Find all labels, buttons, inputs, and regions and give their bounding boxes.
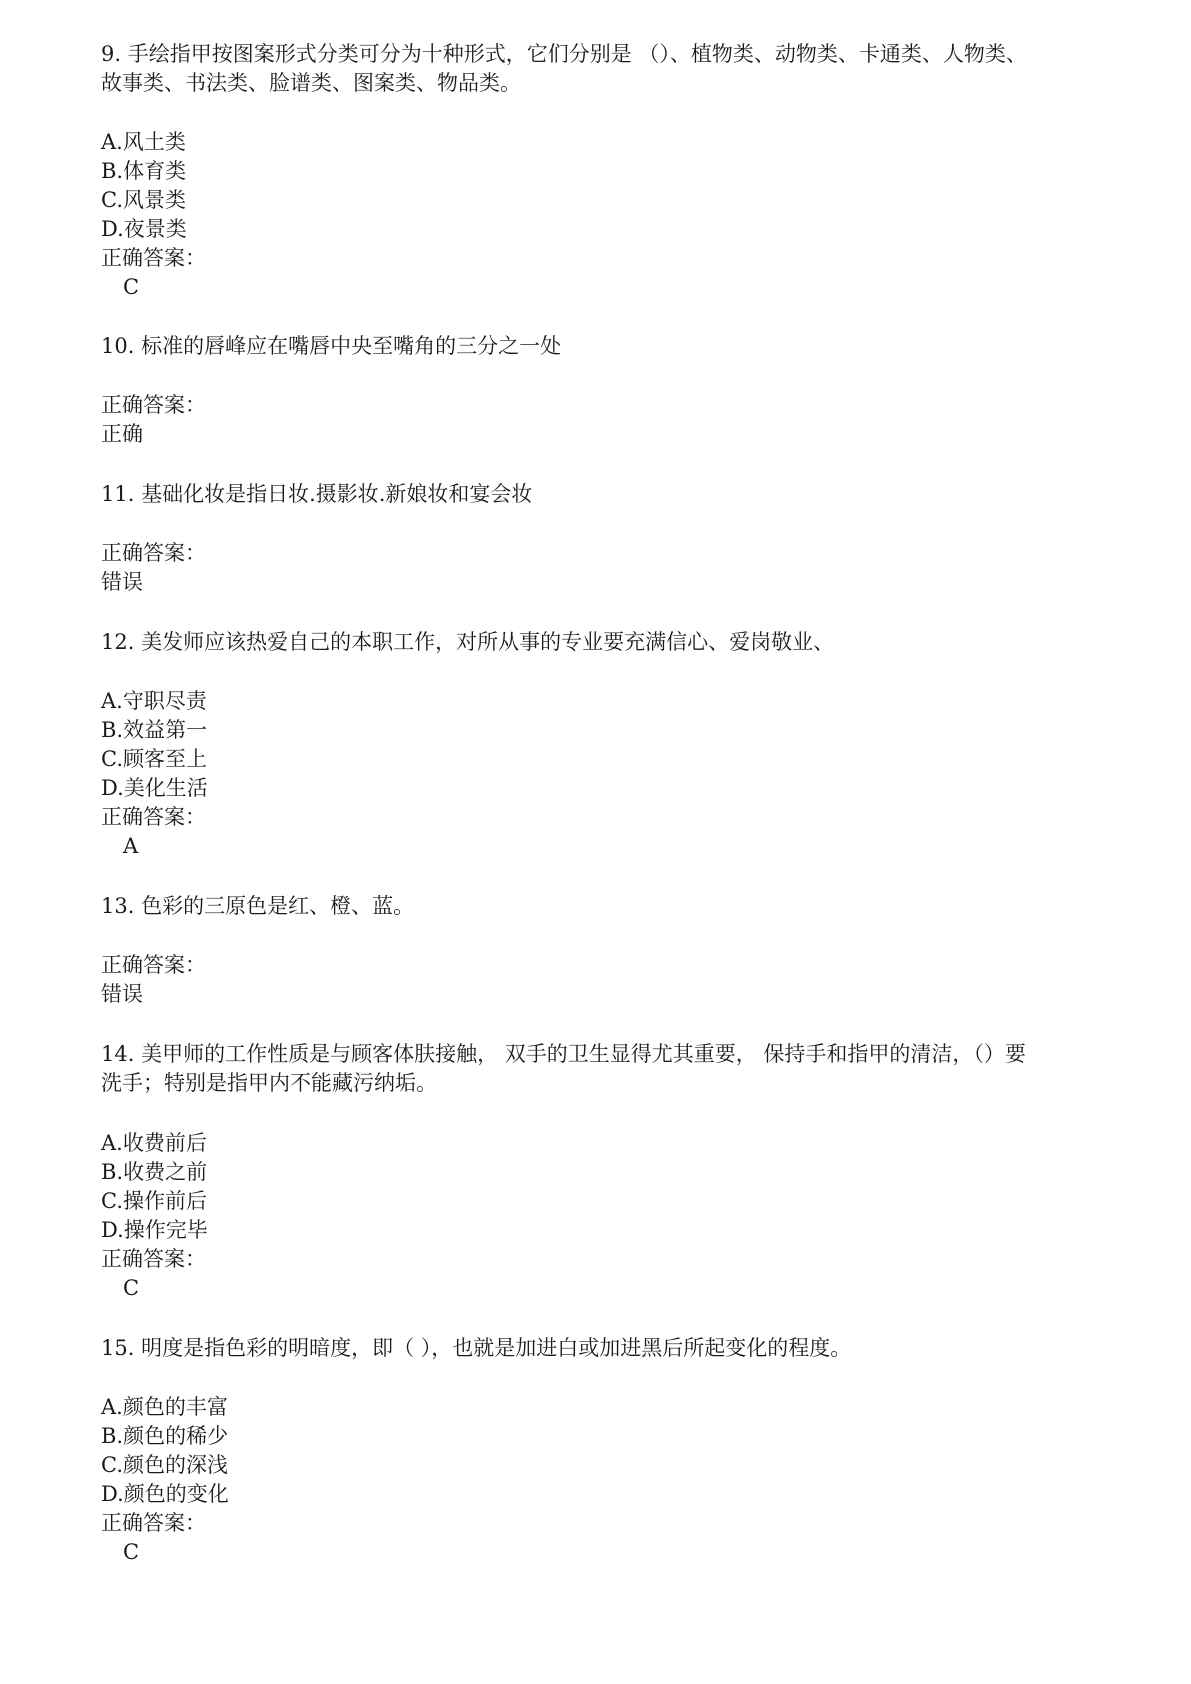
- question-15-option-d: D.颜色的变化: [101, 1482, 229, 1506]
- question-12-answer: A: [123, 834, 139, 858]
- question-15-answer-label: 正确答案：: [101, 1511, 206, 1535]
- question-9-answer-label: 正确答案：: [101, 246, 206, 270]
- question-14-option-c: C.操作前后: [101, 1189, 207, 1213]
- question-12-option-b: B.效益第一: [101, 718, 208, 742]
- question-13-stem: 13. 色彩的三原色是红、橙、蓝。: [101, 894, 415, 918]
- question-13-answer: 错误: [101, 982, 143, 1006]
- question-15-option-a: A.颜色的丰富: [101, 1395, 228, 1419]
- question-12-option-c: C.顾客至上: [101, 747, 207, 771]
- question-14-stem-line-2: 洗手；特别是指甲内不能藏污纳垢。: [101, 1071, 437, 1095]
- question-15-option-c: C.颜色的深浅: [101, 1453, 228, 1477]
- question-14-option-b: B.收费之前: [101, 1160, 208, 1184]
- question-12-stem: 12. 美发师应该热爱自己的本职工作，对所从事的专业要充满信心、爱岗敬业、: [101, 630, 835, 654]
- question-14-option-d: D.操作完毕: [101, 1218, 208, 1242]
- question-15-option-b: B.颜色的稀少: [101, 1424, 229, 1448]
- question-11-answer: 错误: [101, 570, 143, 594]
- question-14-stem-line-1: 14. 美甲师的工作性质是与顾客体肤接触， 双手的卫生显得尤其重要， 保持手和指甲的清洁，（）要: [101, 1042, 1026, 1066]
- question-11-answer-label: 正确答案：: [101, 541, 206, 565]
- question-9-stem-line-2: 故事类、书法类、脸谱类、图案类、物品类。: [101, 71, 521, 95]
- question-15-answer: C: [123, 1540, 140, 1564]
- question-9-option-d: D.夜景类: [101, 217, 187, 241]
- question-9-option-b: B.体育类: [101, 159, 187, 183]
- question-10-stem: 10. 标准的唇峰应在嘴唇中央至嘴角的三分之一处: [101, 334, 562, 358]
- question-14-option-a: A.收费前后: [101, 1131, 207, 1155]
- question-10-answer-label: 正确答案：: [101, 393, 206, 417]
- question-9-option-a: A.风土类: [101, 130, 186, 154]
- question-14-answer-label: 正确答案：: [101, 1247, 206, 1271]
- question-12-answer-label: 正确答案：: [101, 805, 206, 829]
- question-15-stem: 15. 明度是指色彩的明暗度，即（ ），也就是加进白或加进黑后所起变化的程度。: [101, 1336, 852, 1360]
- question-11-stem: 11. 基础化妆是指日妆.摄影妆.新娘妆和宴会妆: [101, 482, 533, 506]
- question-12-option-a: A.守职尽责: [101, 689, 207, 713]
- question-9-answer: C: [123, 275, 140, 299]
- question-9-stem-line-1: 9. 手绘指甲按图案形式分类可分为十种形式，它们分别是 （）、植物类、动物类、卡通类、人物类、: [101, 42, 1027, 66]
- question-14-answer: C: [123, 1276, 140, 1300]
- question-9-option-c: C.风景类: [101, 188, 186, 212]
- question-12-option-d: D.美化生活: [101, 776, 208, 800]
- question-10-answer: 正确: [101, 422, 143, 446]
- question-13-answer-label: 正确答案：: [101, 953, 206, 977]
